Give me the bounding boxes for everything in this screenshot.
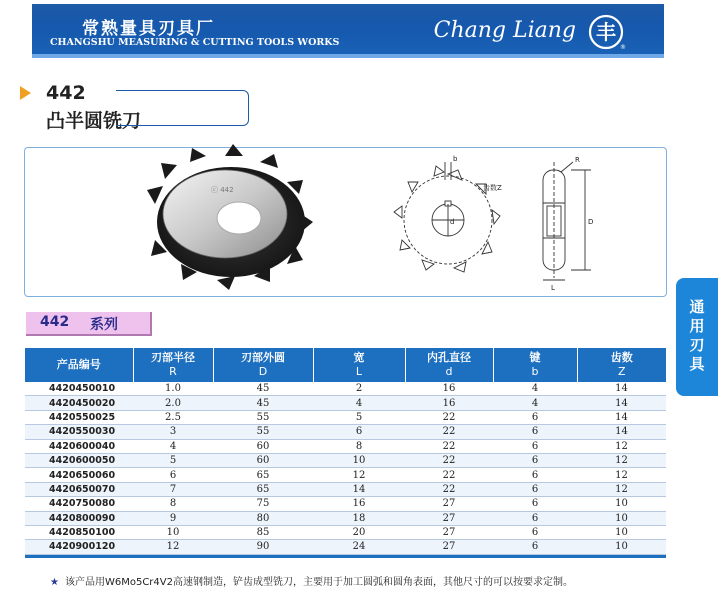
label-r: R [575,156,580,164]
header-teeth: 齿数 Z [577,348,666,382]
header-bore-diameter: 内孔直径 d [405,348,493,382]
table-cell: 12 [577,439,666,453]
table-cell: 55 [213,425,313,439]
table-cell: 4 [493,382,577,396]
product-title-block [20,82,230,130]
header-width: 宽 L [313,348,405,382]
table-cell: 1.0 [133,382,213,396]
table-cell: 22 [405,425,493,439]
table-cell: 45 [213,382,313,396]
table-cell: 60 [213,439,313,453]
title-bracket-line [116,90,249,126]
cell-product-code: 4420550030 [25,425,133,439]
table-row [25,540,666,554]
table-cell: 10 [577,525,666,539]
table-cell: 14 [577,396,666,410]
table-row [25,511,666,525]
cell-product-code: 4420650070 [25,482,133,496]
table-cell: 10 [133,525,213,539]
side-tab-char: 用 [689,317,705,335]
company-name-cn: 常熟量具刃具厂 [82,19,215,39]
header-outer-diameter: 刃部外圆 D [213,348,313,382]
table-row [25,525,666,539]
cell-product-code: 4420600040 [25,439,133,453]
table-cell: 6 [493,410,577,424]
title-arrow-icon [20,86,31,100]
label-d: d [450,218,455,226]
table-cell: 22 [405,453,493,467]
table-row [25,497,666,511]
table-row [25,468,666,482]
table-cell: 6 [493,497,577,511]
label-l: L [551,284,555,292]
table-cell: 22 [405,410,493,424]
side-tab-char: 通 [689,298,705,316]
table-cell: 27 [405,497,493,511]
table-cell: 6 [493,511,577,525]
table-row [25,453,666,467]
table-cell: 6 [493,425,577,439]
cutter-photo [147,144,313,290]
disk-label: ⓒ 442 [211,186,234,194]
table-row [25,482,666,496]
table-cell: 7 [133,482,213,496]
cell-product-code: 4420750080 [25,497,133,511]
spec-table-wrap [25,348,666,555]
table-bottom-rule [25,555,666,558]
table-cell: 6 [493,439,577,453]
table-cell: 27 [405,525,493,539]
table-cell: 5 [133,453,213,467]
table-cell: 16 [405,396,493,410]
table-cell: 10 [577,540,666,554]
table-cell: 6 [493,482,577,496]
table-cell: 4 [493,396,577,410]
product-code: 442 [46,82,86,104]
cell-product-code: 4420600050 [25,453,133,467]
category-side-tab[interactable] [676,278,718,396]
table-cell: 12 [577,482,666,496]
cell-product-code: 4420800090 [25,511,133,525]
table-cell: 2.0 [133,396,213,410]
cell-product-code: 4420650060 [25,468,133,482]
table-cell: 14 [577,382,666,396]
table-cell: 27 [405,540,493,554]
table-cell: 14 [577,425,666,439]
spec-table-body [25,382,666,554]
table-cell: 5 [313,410,405,424]
table-cell: 65 [213,482,313,496]
table-cell: 60 [213,453,313,467]
table-cell: 12 [133,540,213,554]
star-icon: ★ [50,577,59,588]
series-code: 442 [40,314,70,330]
table-cell: 55 [213,410,313,424]
table-cell: 8 [133,497,213,511]
table-row [25,425,666,439]
table-cell: 6 [313,425,405,439]
label-b: b [453,155,458,163]
table-cell: 10 [577,497,666,511]
table-cell: 80 [213,511,313,525]
table-cell: 45 [213,396,313,410]
table-cell: 6 [493,468,577,482]
table-header-row [25,348,666,382]
table-cell: 16 [405,382,493,396]
table-cell: 22 [405,482,493,496]
table-cell: 65 [213,468,313,482]
table-cell: 6 [493,525,577,539]
table-cell: 2.5 [133,410,213,424]
table-cell: 6 [493,540,577,554]
side-view-drawing [543,162,594,280]
table-cell: 16 [313,497,405,511]
figure-illustrations [25,148,666,296]
table-row [25,382,666,396]
series-label [26,312,152,336]
table-cell: 27 [405,511,493,525]
side-tab-char: 具 [689,355,705,373]
table-cell: 14 [313,482,405,496]
table-cell: 75 [213,497,313,511]
front-view-drawing [394,162,500,272]
spec-table [25,348,666,555]
footnote [50,573,573,588]
table-cell: 9 [133,511,213,525]
table-cell: 12 [577,453,666,467]
header-key: 键 b [493,348,577,382]
cell-product-code: 4420850100 [25,525,133,539]
table-cell: 8 [313,439,405,453]
logo-char: 丰 [596,20,616,44]
table-cell: 2 [313,382,405,396]
label-teeth-z: 齿数Z [483,184,502,192]
label-big-d: D [588,218,594,226]
table-row [25,396,666,410]
brand-name: Chang Liang [433,18,576,43]
product-name: 凸半圆铣刀 [46,110,142,132]
cell-product-code: 4420450010 [25,382,133,396]
table-cell: 22 [405,468,493,482]
table-cell: 12 [577,468,666,482]
table-cell: 18 [313,511,405,525]
table-cell: 14 [577,410,666,424]
table-cell: 6 [133,468,213,482]
table-cell: 85 [213,525,313,539]
table-cell: 6 [493,453,577,467]
side-tab-char: 刃 [689,336,705,354]
table-row [25,439,666,453]
footnote-text: 该产品用W6Mo5Cr4V2高速钢制造，铲齿成型铣刀，主要用于加工圆弧和圆角表面，其他尺寸的可以按要求定制。 [64,577,573,588]
figure-panel [24,147,667,297]
registered-mark: ® [620,44,626,51]
table-cell: 3 [133,425,213,439]
header-product-code: 产品编号 [25,348,133,382]
series-name: 系列 [90,317,118,333]
header-radius: 刃部半径 R [133,348,213,382]
table-cell: 4 [133,439,213,453]
cell-product-code: 4420550025 [25,410,133,424]
brand-logo-icon [588,14,624,50]
cell-product-code: 4420450020 [25,396,133,410]
header-banner [32,4,664,58]
table-row [25,410,666,424]
table-cell: 24 [313,540,405,554]
cell-product-code: 4420900120 [25,540,133,554]
table-cell: 10 [577,511,666,525]
table-cell: 4 [313,396,405,410]
table-cell: 10 [313,453,405,467]
table-cell: 90 [213,540,313,554]
table-cell: 20 [313,525,405,539]
company-name-en: CHANGSHU MEASURING & CUTTING TOOLS WORKS [50,37,340,48]
table-cell: 22 [405,439,493,453]
table-cell: 12 [313,468,405,482]
